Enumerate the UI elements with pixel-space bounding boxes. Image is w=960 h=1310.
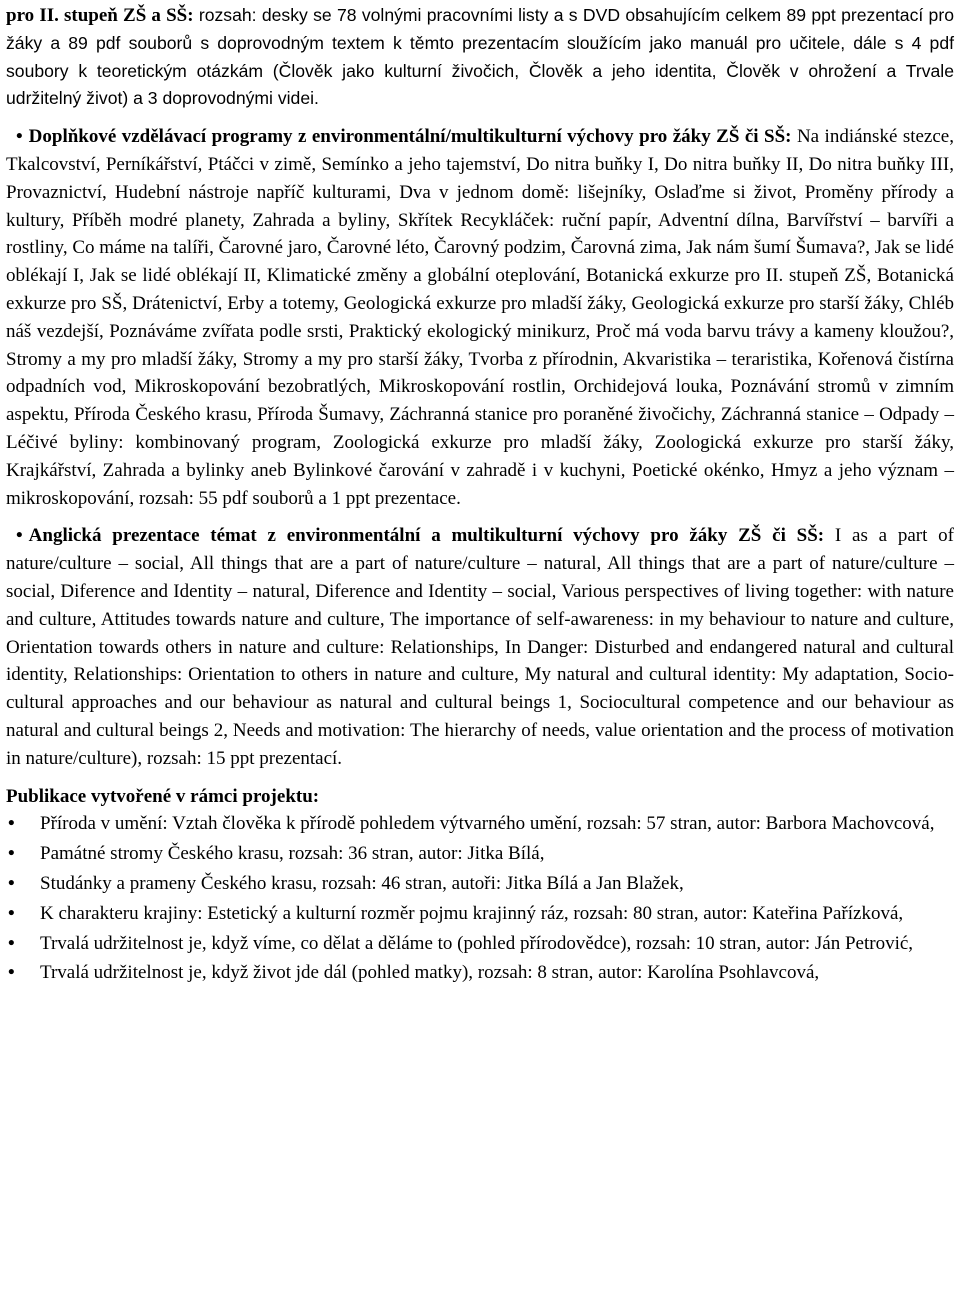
publication-text: Příroda v umění: Vztah člověka k přírodě pohledem výtvarného umění, rozsah: 57 stran, autor: Barbora Machovcová, (40, 813, 935, 835)
bullet-icon: • (16, 126, 23, 148)
bullet-icon: • (8, 932, 15, 954)
english-heading: Anglická prezentace témat z environmentální a multikulturní výchovy pro žáky ZŠ či SŠ: (28, 525, 825, 547)
bullet-icon: • (8, 872, 15, 894)
intro-text-rest: dále s 4 pdf soubory k teoretickým otázkám (Člověk jako kulturní živočich, Člověk a jeho identita, Člověk v ohrožení a Trvale udržitelný život) a 3 doprovodnými videi. (6, 32, 954, 109)
programs-heading: Doplňkové vzdělávací programy z environmentální/multikulturní výchovy pro žáky ZŠ či SŠ: (28, 126, 792, 148)
list-item (6, 810, 954, 838)
bullet-icon: • (8, 962, 15, 984)
publication-text: Trvalá udržitelnost je, když život jde dál (pohled matky), rozsah: 8 stran, autor: Karolína Psohlavcová, (40, 962, 820, 984)
list-item (6, 870, 954, 898)
publication-text: Studánky a prameny Českého krasu, rozsah: 46 stran, autoři: Jitka Bílá a Jan Blažek, (40, 872, 684, 894)
list-item (6, 900, 954, 928)
intro-lead: pro II. stupeň ZŠ a SŠ: (6, 5, 194, 26)
programs-text: Na indiánské stezce, Tkalcovství, Perníkářství, Ptáčci v zimě, Semínko a jeho tajemství, Do nitra buňky I, Do nitra buňky II, Do nitra buňky III, Provaznictví, Hudební nástroje napříč kulturami, Dva v jednom domě: lišejníky, Oslaďme si život, Proměny přírody a kultury, Příběh modré planety, Zahrada a byliny, Skřítek Recykláček: ruční papír, Adventní dílna, Barvířství – barvíři a rostliny, Co máme na talíři, Čarovné jaro, Čarovné léto, Čarovný podzim, Čarovná zima, Jak nám šumí Šumava?, Jak se lidé oblékají I, Jak se lidé oblékají II, Klimatické změny a globální oteplování, Botanická exkurze pro II. stupeň ZŠ, Botanická exkurze pro SŠ, Drátenictví, Erby a totemy, Geologická exkurze pro mladší žáky, Geologická exkurze pro starší žáky, Chléb náš vezdejší, Poznáváme zvířata podle srsti, Praktický ekologický minikurz, Proč má voda barvu trávy a kameny kloužou?, Stromy a my pro mladší žáky, Stromy a my pro starší žáky, Tvorba z přírodnin, Akvaristika – teraristika, Kořenová čistírna odpadních vod, Mikroskopování bezobratlých, Mikroskopování rostlin, Orchidejová louka, Poznávání stromů v zimním aspektu, Příroda Českého krasu, Příroda Šumavy, Záchranná stanice pro poraněné živočichy, Záchranná stanice – Odpady – Léčivé byliny: kombinovaný program, Zoologická exkurze pro mladší žáky, Zoologická exkurze pro starší žáky, Krajkářství, Zahrada a bylinky aneb Bylinkové čarování v zahradě i v kuchyni, Poetické okénko, Hmyz a jeho význam – mikroskopování, rozsah: 55 pdf souborů a 1 ppt prezentace. (6, 126, 954, 509)
bullet-icon: • (8, 843, 15, 865)
publications-heading: Publikace vytvořené v rámci projektu: (6, 785, 320, 807)
publication-text: Trvalá udržitelnost je, když víme, co dělat a děláme to (pohled přírodovědce), rozsah: 10 stran, autor: Ján Petrović, (40, 932, 914, 954)
english-paragraph (6, 522, 954, 772)
english-text: I as a part of nature/culture – social, All things that are a part of nature/culture – natural, All things that are a part of nature/culture – social, Diference and Identity – natural, Diference and Identity – social, Various perspectives of living together: with nature and culture, Attitudes towards nature and culture, The importance of self-awareness: in my behaviour to nature and culture, Orientation towards others in nature and culture: Relationships, In Danger: Disturbed and endangered natural and cultural identity, Relationships: Orientation to others in nature and culture, My natural and cultural identity: My adaptation, Socio-cultural approaches and our behaviour as natural and cultural beings 1, Sociocultural competence and our behaviour as natural and cultural beings 2, Needs and motivation: The hierarchy of needs, value orientation and the process of motivation in nature/culture), rozsah: 15 ppt prezentací. (6, 525, 954, 769)
intro-paragraph (6, 2, 954, 113)
publication-text: Památné stromy Českého krasu, rozsah: 36 stran, autor: Jitka Bílá, (40, 843, 545, 865)
programs-paragraph (6, 123, 954, 512)
list-item (6, 840, 954, 868)
bullet-icon: • (8, 902, 15, 924)
bullet-icon: • (8, 813, 15, 835)
publications-list (6, 810, 954, 987)
publication-text: K charakteru krajiny: Estetický a kulturní rozměr pojmu krajinný ráz, rozsah: 80 stran, autor: Kateřina Pařízková, (40, 902, 904, 924)
bullet-icon: • (16, 525, 23, 547)
list-item (6, 959, 954, 987)
list-item (6, 930, 954, 958)
intro-text: rozsah: desky se 78 volnými pracovními listy a s DVD obsahujícím celkem 89 ppt prezentací pro žáky a 89 pdf souborů s doprovodným textem k těmto prezentacím sloužícím jako manuál pro učitele, (6, 5, 954, 53)
